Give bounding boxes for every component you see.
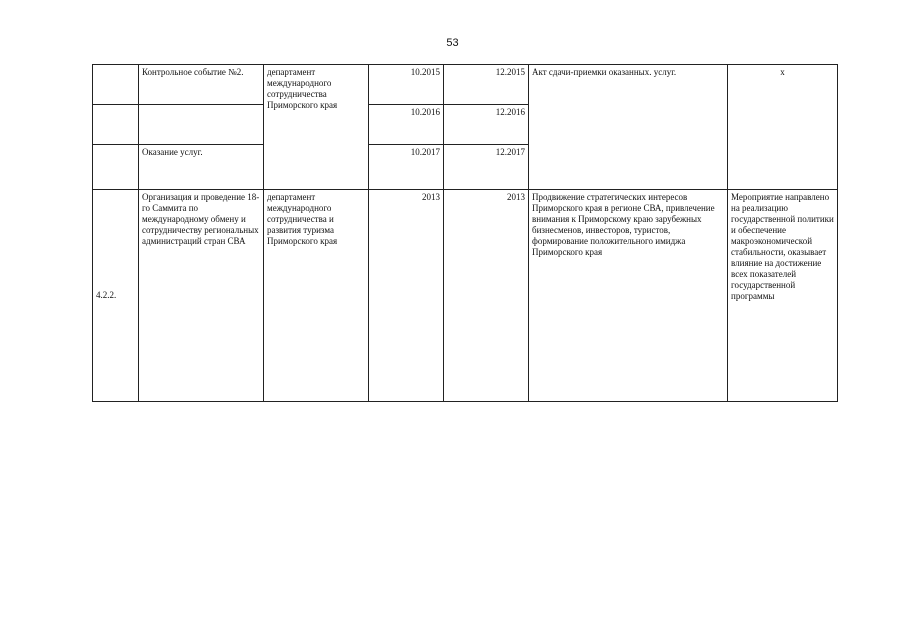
row-number-cell — [93, 145, 139, 190]
row-number-cell — [93, 65, 139, 105]
event-cell — [139, 105, 264, 145]
executor-cell: департамент международного сотрудничества и развития туризма Приморского края — [264, 190, 369, 402]
event-cell: Оказание услуг. — [139, 145, 264, 190]
event-cell: Организация и проведение 18-го Саммита по международному обмену и сотрудничеству региональных администраций стран СВА — [139, 190, 264, 402]
end-date-cell: 12.2015 — [444, 65, 529, 105]
executor-cell: департамент международного сотрудничества Приморского края — [264, 65, 369, 190]
end-date-cell: 2013 — [444, 190, 529, 402]
table-row — [93, 65, 838, 105]
start-date-cell: 10.2017 — [369, 145, 444, 190]
start-date-cell: 10.2016 — [369, 105, 444, 145]
end-date-cell: 12.2017 — [444, 145, 529, 190]
row-number-cell — [93, 105, 139, 145]
result-cell: Продвижение стратегических интересов Приморского края в регионе СВА, привлечение внимания к Приморскому краю зарубежных бизнесменов, инвесторов, туристов, формирование положительного имиджа Приморского края — [529, 190, 728, 402]
table-row — [93, 190, 838, 402]
row-number-cell: 4.2.2. — [93, 190, 139, 402]
note-cell: Мероприятие направлено на реализацию государственной политики и обеспечение макроэкономической стабильности, оказывает влияние на достижение всех показателей государственной программы — [728, 190, 838, 402]
end-date-cell: 12.2016 — [444, 105, 529, 145]
page-number: 53 — [446, 37, 459, 49]
program-activities-table — [92, 64, 838, 402]
start-date-cell: 2013 — [369, 190, 444, 402]
result-cell: Акт сдачи-приемки оказанных. услуг. — [529, 65, 728, 190]
start-date-cell: 10.2015 — [369, 65, 444, 105]
note-cell: x — [728, 65, 838, 190]
event-cell: Контрольное событие №2. — [139, 65, 264, 105]
